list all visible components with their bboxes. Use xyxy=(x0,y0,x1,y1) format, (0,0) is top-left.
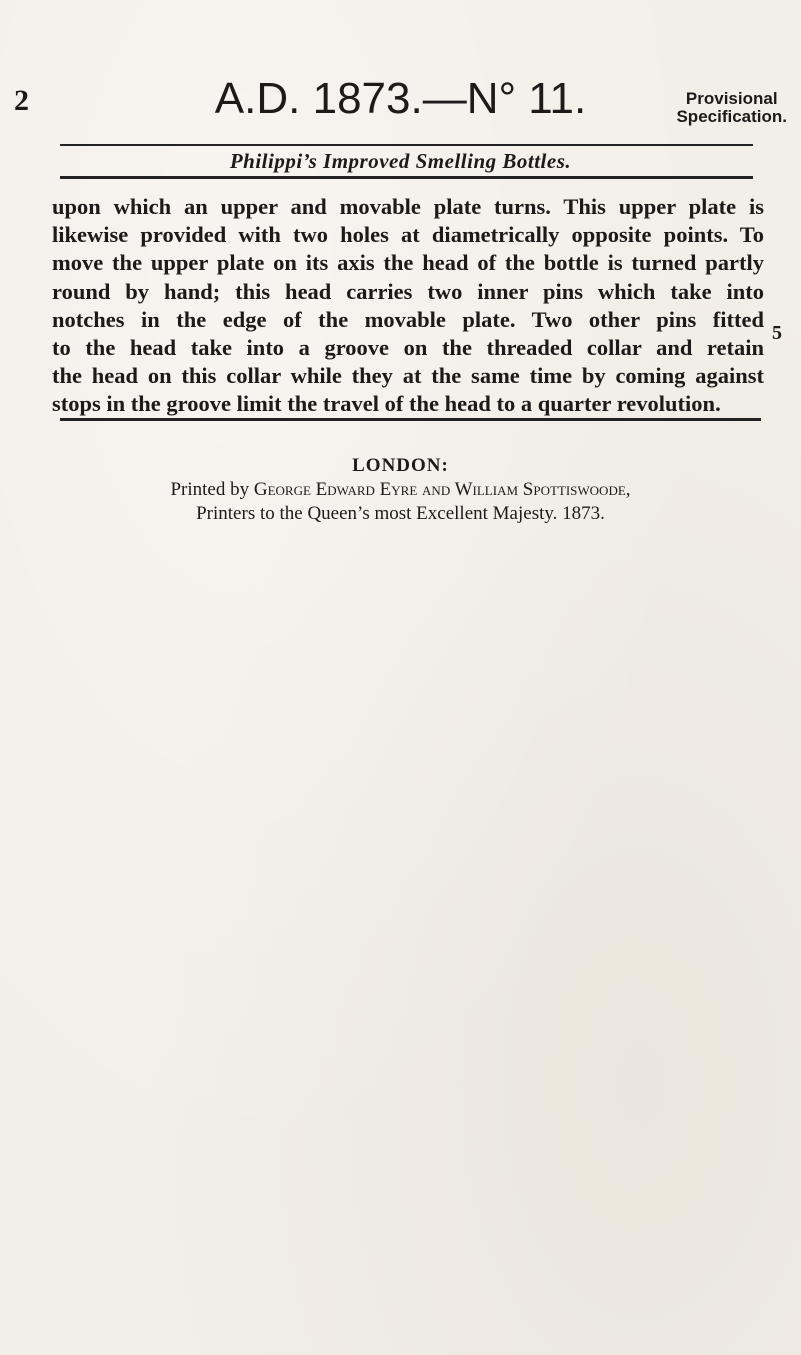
specification-label xyxy=(676,90,787,126)
imprint-prefix: Printed by xyxy=(170,479,254,500)
imprint-city: LONDON: xyxy=(352,455,449,476)
body-line: round by hand; this head carries two inner pins which take into xyxy=(52,278,764,304)
body-line: move the upper plate on its axis the head of the bottle is turned partly xyxy=(52,250,764,276)
document-reference: A.D. 1873.—N° 11. xyxy=(214,74,587,123)
body-line: to the head take into a groove on the threaded collar and retain xyxy=(52,335,764,361)
body-line: notches in the edge of the movable plate. Two other pins fitted xyxy=(52,306,764,332)
header-rule xyxy=(60,144,753,146)
printer-imprint xyxy=(0,454,801,526)
margin-line-number: 5 xyxy=(772,322,782,344)
body-line: likewise provided with two holes at diametrically opposite points. To xyxy=(52,222,764,248)
title-rule xyxy=(60,176,753,179)
imprint-printers-names: George Edward Eyre and William Spottiswoode, xyxy=(253,479,631,500)
specification-label-line2: Specification. xyxy=(676,107,787,126)
page-title: Philippi’s Improved Smelling Bottles. xyxy=(229,149,572,173)
body-line: the head on this collar while they at the same time by coming against xyxy=(52,363,764,389)
imprint-line-1 xyxy=(0,478,801,502)
imprint-line-2: Printers to the Queen’s most Excellent Majesty. 1873. xyxy=(196,503,605,524)
end-rule xyxy=(60,418,761,421)
body-text xyxy=(52,193,764,419)
body-line: upon which an upper and movable plate turns. This upper plate is xyxy=(52,194,764,219)
specification-label-line1: Provisional xyxy=(685,89,778,108)
page-number: 2 xyxy=(14,84,29,117)
body-line: stops in the groove limit the travel of the head to a quarter revolution. xyxy=(52,391,721,417)
